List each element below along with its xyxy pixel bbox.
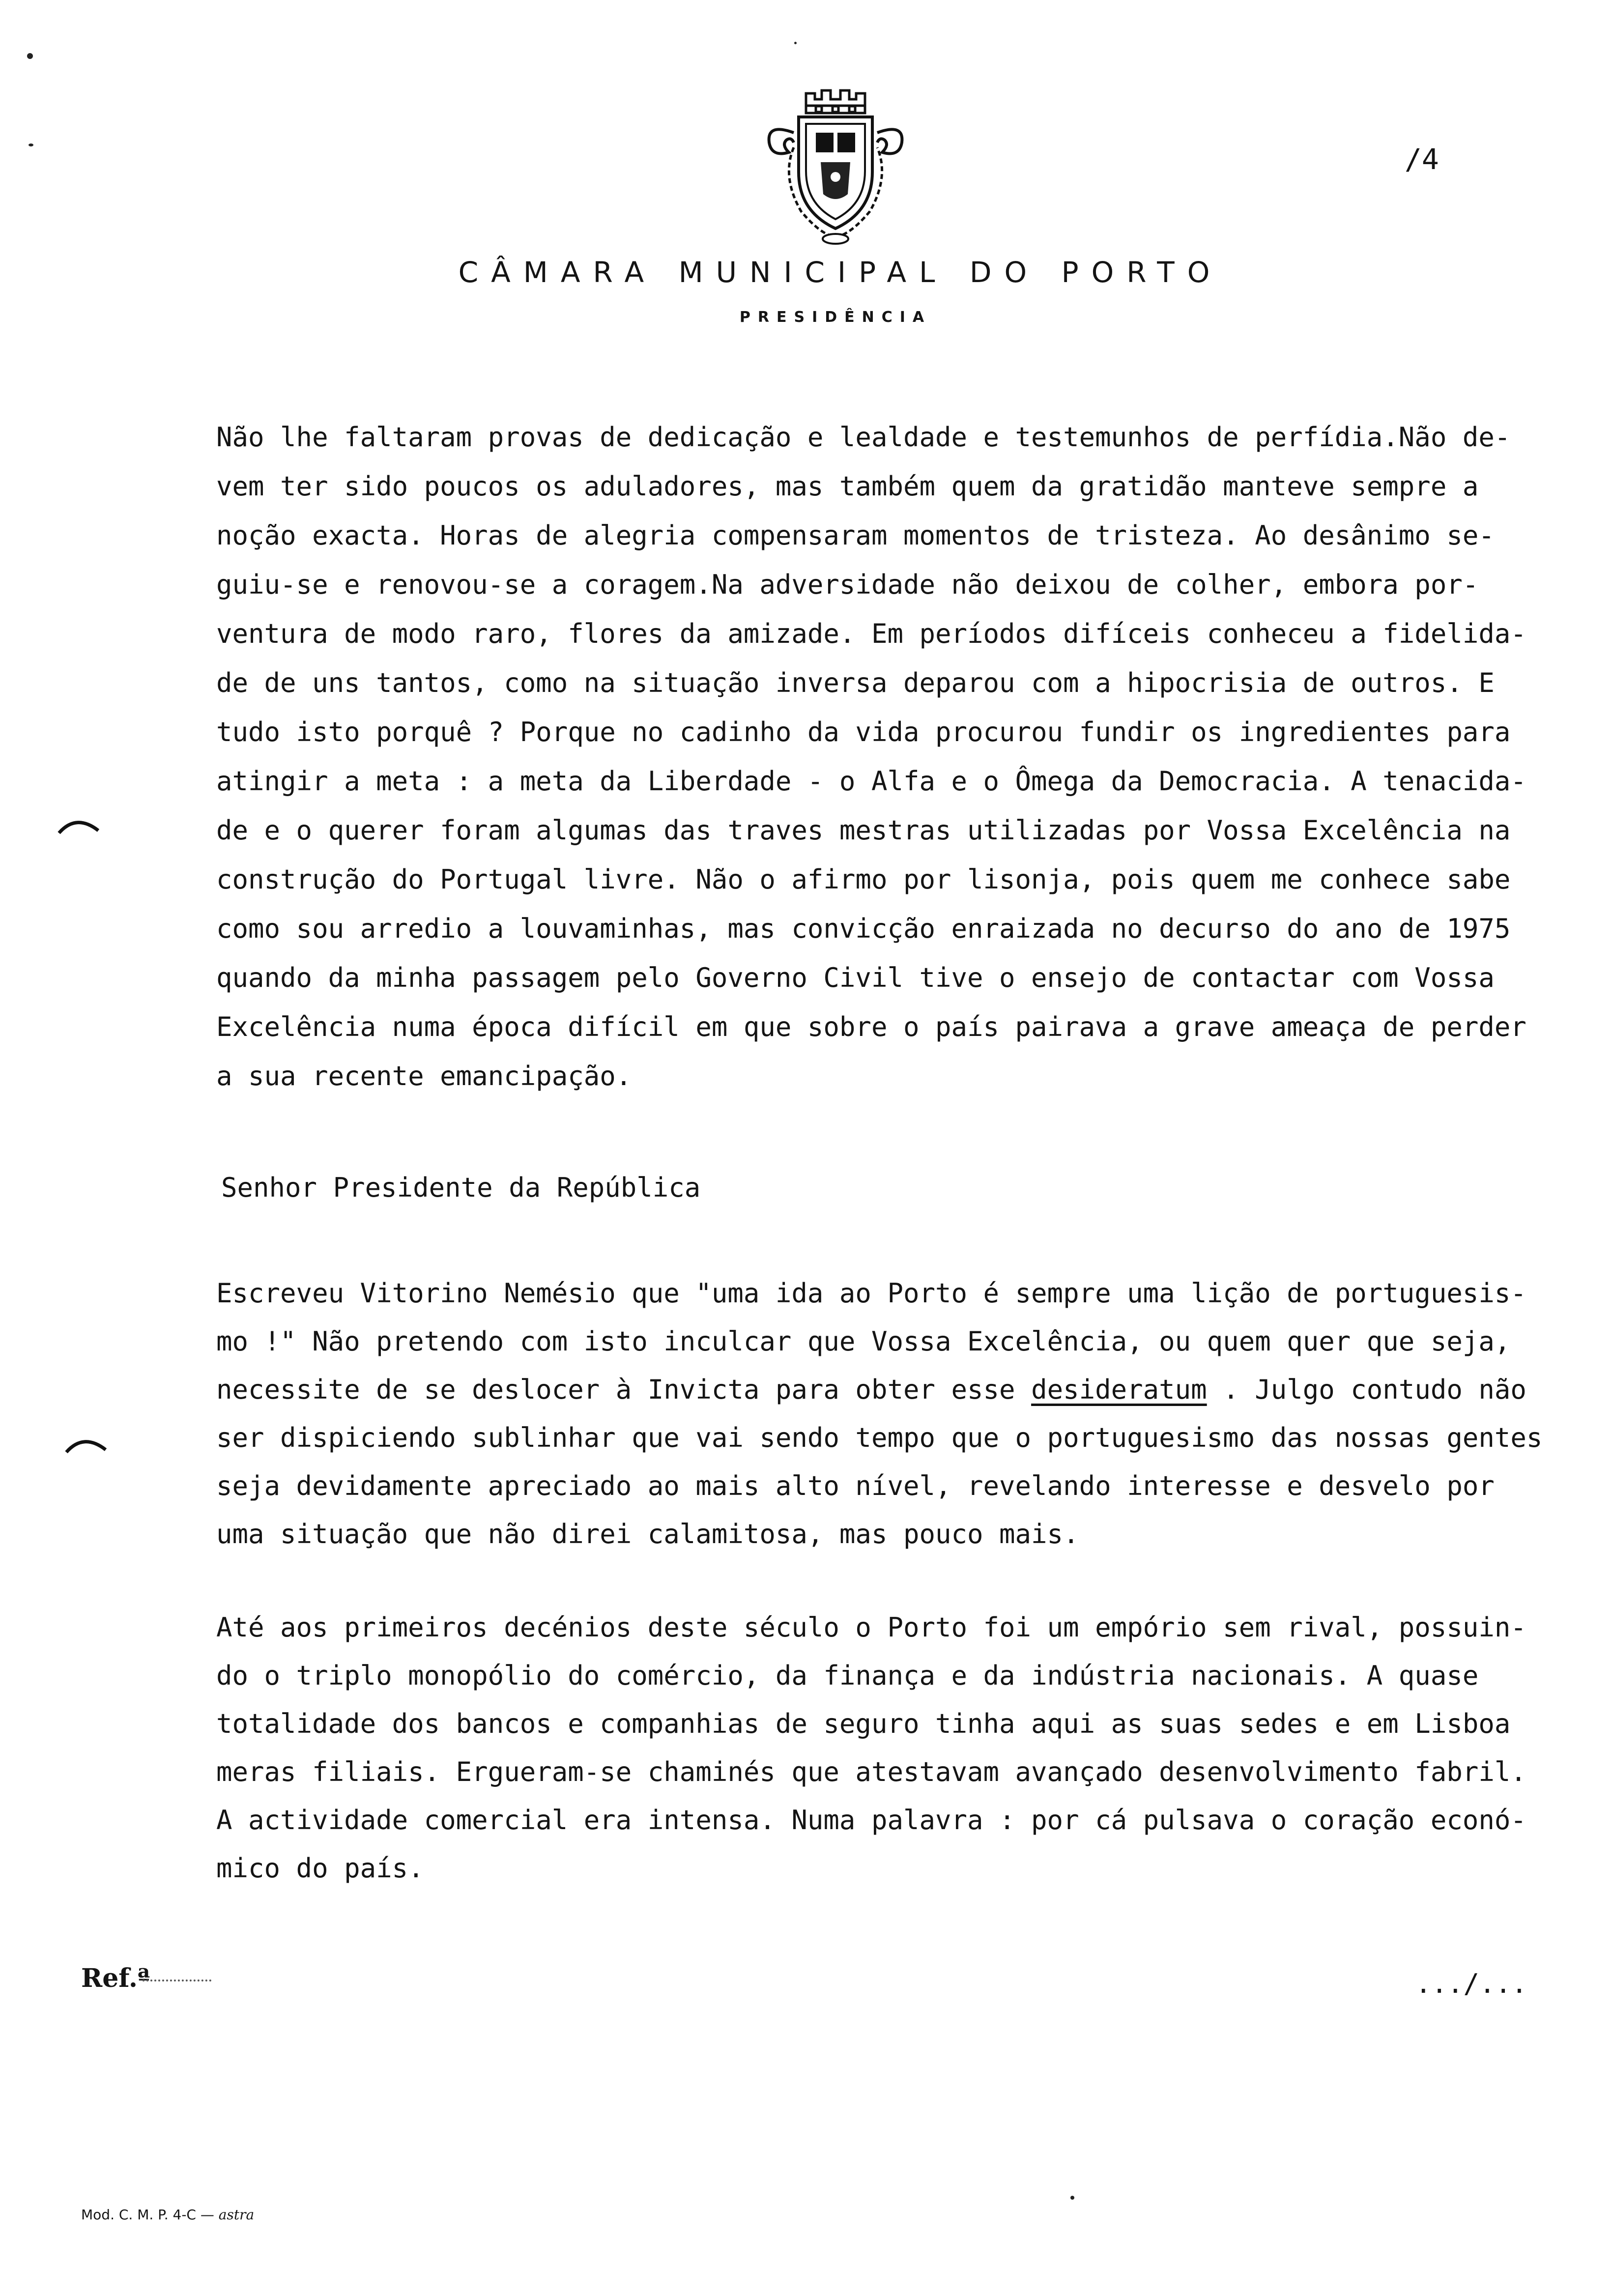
scan-speck [29, 144, 33, 146]
margin-punch-mark [64, 1435, 108, 1455]
text-segment: necessite de se deslocer à Invicta para obter esse [216, 1374, 1032, 1405]
text-segment: . Julgo contudo não [1207, 1374, 1526, 1405]
text-line: ser dispiciendo sublinhar que vai sendo tempo que o portuguesismo das nossas gentes [216, 1422, 1543, 1453]
porto-coat-of-arms-icon [747, 79, 924, 246]
form-code-brand: astra [218, 2207, 255, 2223]
text-line: Não lhe faltaram provas de dedicação e lealdade e testemunhos de perfídia.Não de- [216, 422, 1511, 453]
underlined-term: desideratum [1031, 1374, 1207, 1405]
text-line: meras filiais. Ergueram-se chaminés que atestavam avançado desenvolvimento fabril. [216, 1756, 1526, 1787]
scan-speck [794, 42, 797, 44]
letterhead-title: CÂMARA MUNICIPAL DO PORTO [458, 256, 1223, 289]
text-line: tudo isto porquê ? Porque no cadinho da vida procurou fundir os ingredientes para [216, 717, 1511, 747]
text-line: mo !" Não pretendo com isto inculcar que Vossa Excelência, ou quem quer que seja, [216, 1326, 1511, 1357]
text-line: totalidade dos bancos e companhias de seguro tinha aqui as suas sedes e em Lisboa [216, 1708, 1511, 1739]
continuation-mark: .../... [1415, 1968, 1527, 1999]
text-line: mico do país. [216, 1853, 424, 1884]
page-number: /4 [1405, 143, 1439, 176]
scan-speck [1070, 2196, 1074, 2200]
text-line: noção exacta. Horas de alegria compensaram momentos de tristeza. Ao desânimo se- [216, 520, 1495, 551]
text-line: como sou arredio a louvaminhas, mas convicção enraizada no decurso do ano de 1975 [216, 913, 1511, 944]
text-line: A actividade comercial era intensa. Numa palavra : por cá pulsava o coração econó- [216, 1805, 1526, 1836]
text-line: ventura de modo raro, flores da amizade. Em períodos difíceis conheceu a fidelida- [216, 618, 1526, 649]
text-line [216, 1374, 1526, 1405]
text-line: a sua recente emancipação. [216, 1061, 632, 1091]
text-line: Escreveu Vitorino Nemésio que "uma ida ao Porto é sempre uma lição de portuguesis- [216, 1278, 1526, 1309]
scan-speck [27, 53, 33, 59]
text-line: do o triplo monopólio do comércio, da finança e da indústria nacionais. A quase [216, 1660, 1479, 1691]
text-line: vem ter sido poucos os aduladores, mas também quem da gratidão manteve sempre a [216, 471, 1479, 502]
text-line: uma situação que não direi calamitosa, mas pouco mais. [216, 1519, 1079, 1550]
text-line: Até aos primeiros decénios deste século o Porto foi um empório sem rival, possuin- [216, 1612, 1526, 1643]
text-line: quando da minha passagem pelo Governo Civil tive o ensejo de contactar com Vossa [216, 962, 1495, 993]
margin-punch-mark [57, 816, 101, 835]
reference-label: Ref.ª [81, 1963, 150, 1993]
text-line: construção do Portugal livre. Não o afirmo por lisonja, pois quem me conhece sabe [216, 864, 1511, 895]
text-line: atingir a meta : a meta da Liberdade - o Alfa e o Ômega da Democracia. A tenacida- [216, 766, 1526, 797]
reference-dotted-line [143, 1980, 211, 1981]
form-code [81, 2207, 254, 2223]
text-line: seja devidamente apreciado ao mais alto nível, revelando interesse e desvelo por [216, 1470, 1495, 1501]
text-line: de e o querer foram algumas das traves mestras utilizadas por Vossa Excelência na [216, 815, 1511, 846]
text-line: guiu-se e renovou-se a coragem.Na adversidade não deixou de colher, embora por- [216, 569, 1479, 600]
salutation: Senhor Presidente da República [221, 1172, 701, 1203]
text-line: Excelência numa época difícil em que sobre o país pairava a grave ameaça de perder [216, 1011, 1526, 1042]
letterhead-subtitle: PRESIDÊNCIA [739, 309, 932, 326]
form-code-text: Mod. C. M. P. 4-C — [81, 2207, 214, 2223]
text-line: de de uns tantos, como na situação inversa deparou com a hipocrisia de outros. E [216, 667, 1495, 698]
